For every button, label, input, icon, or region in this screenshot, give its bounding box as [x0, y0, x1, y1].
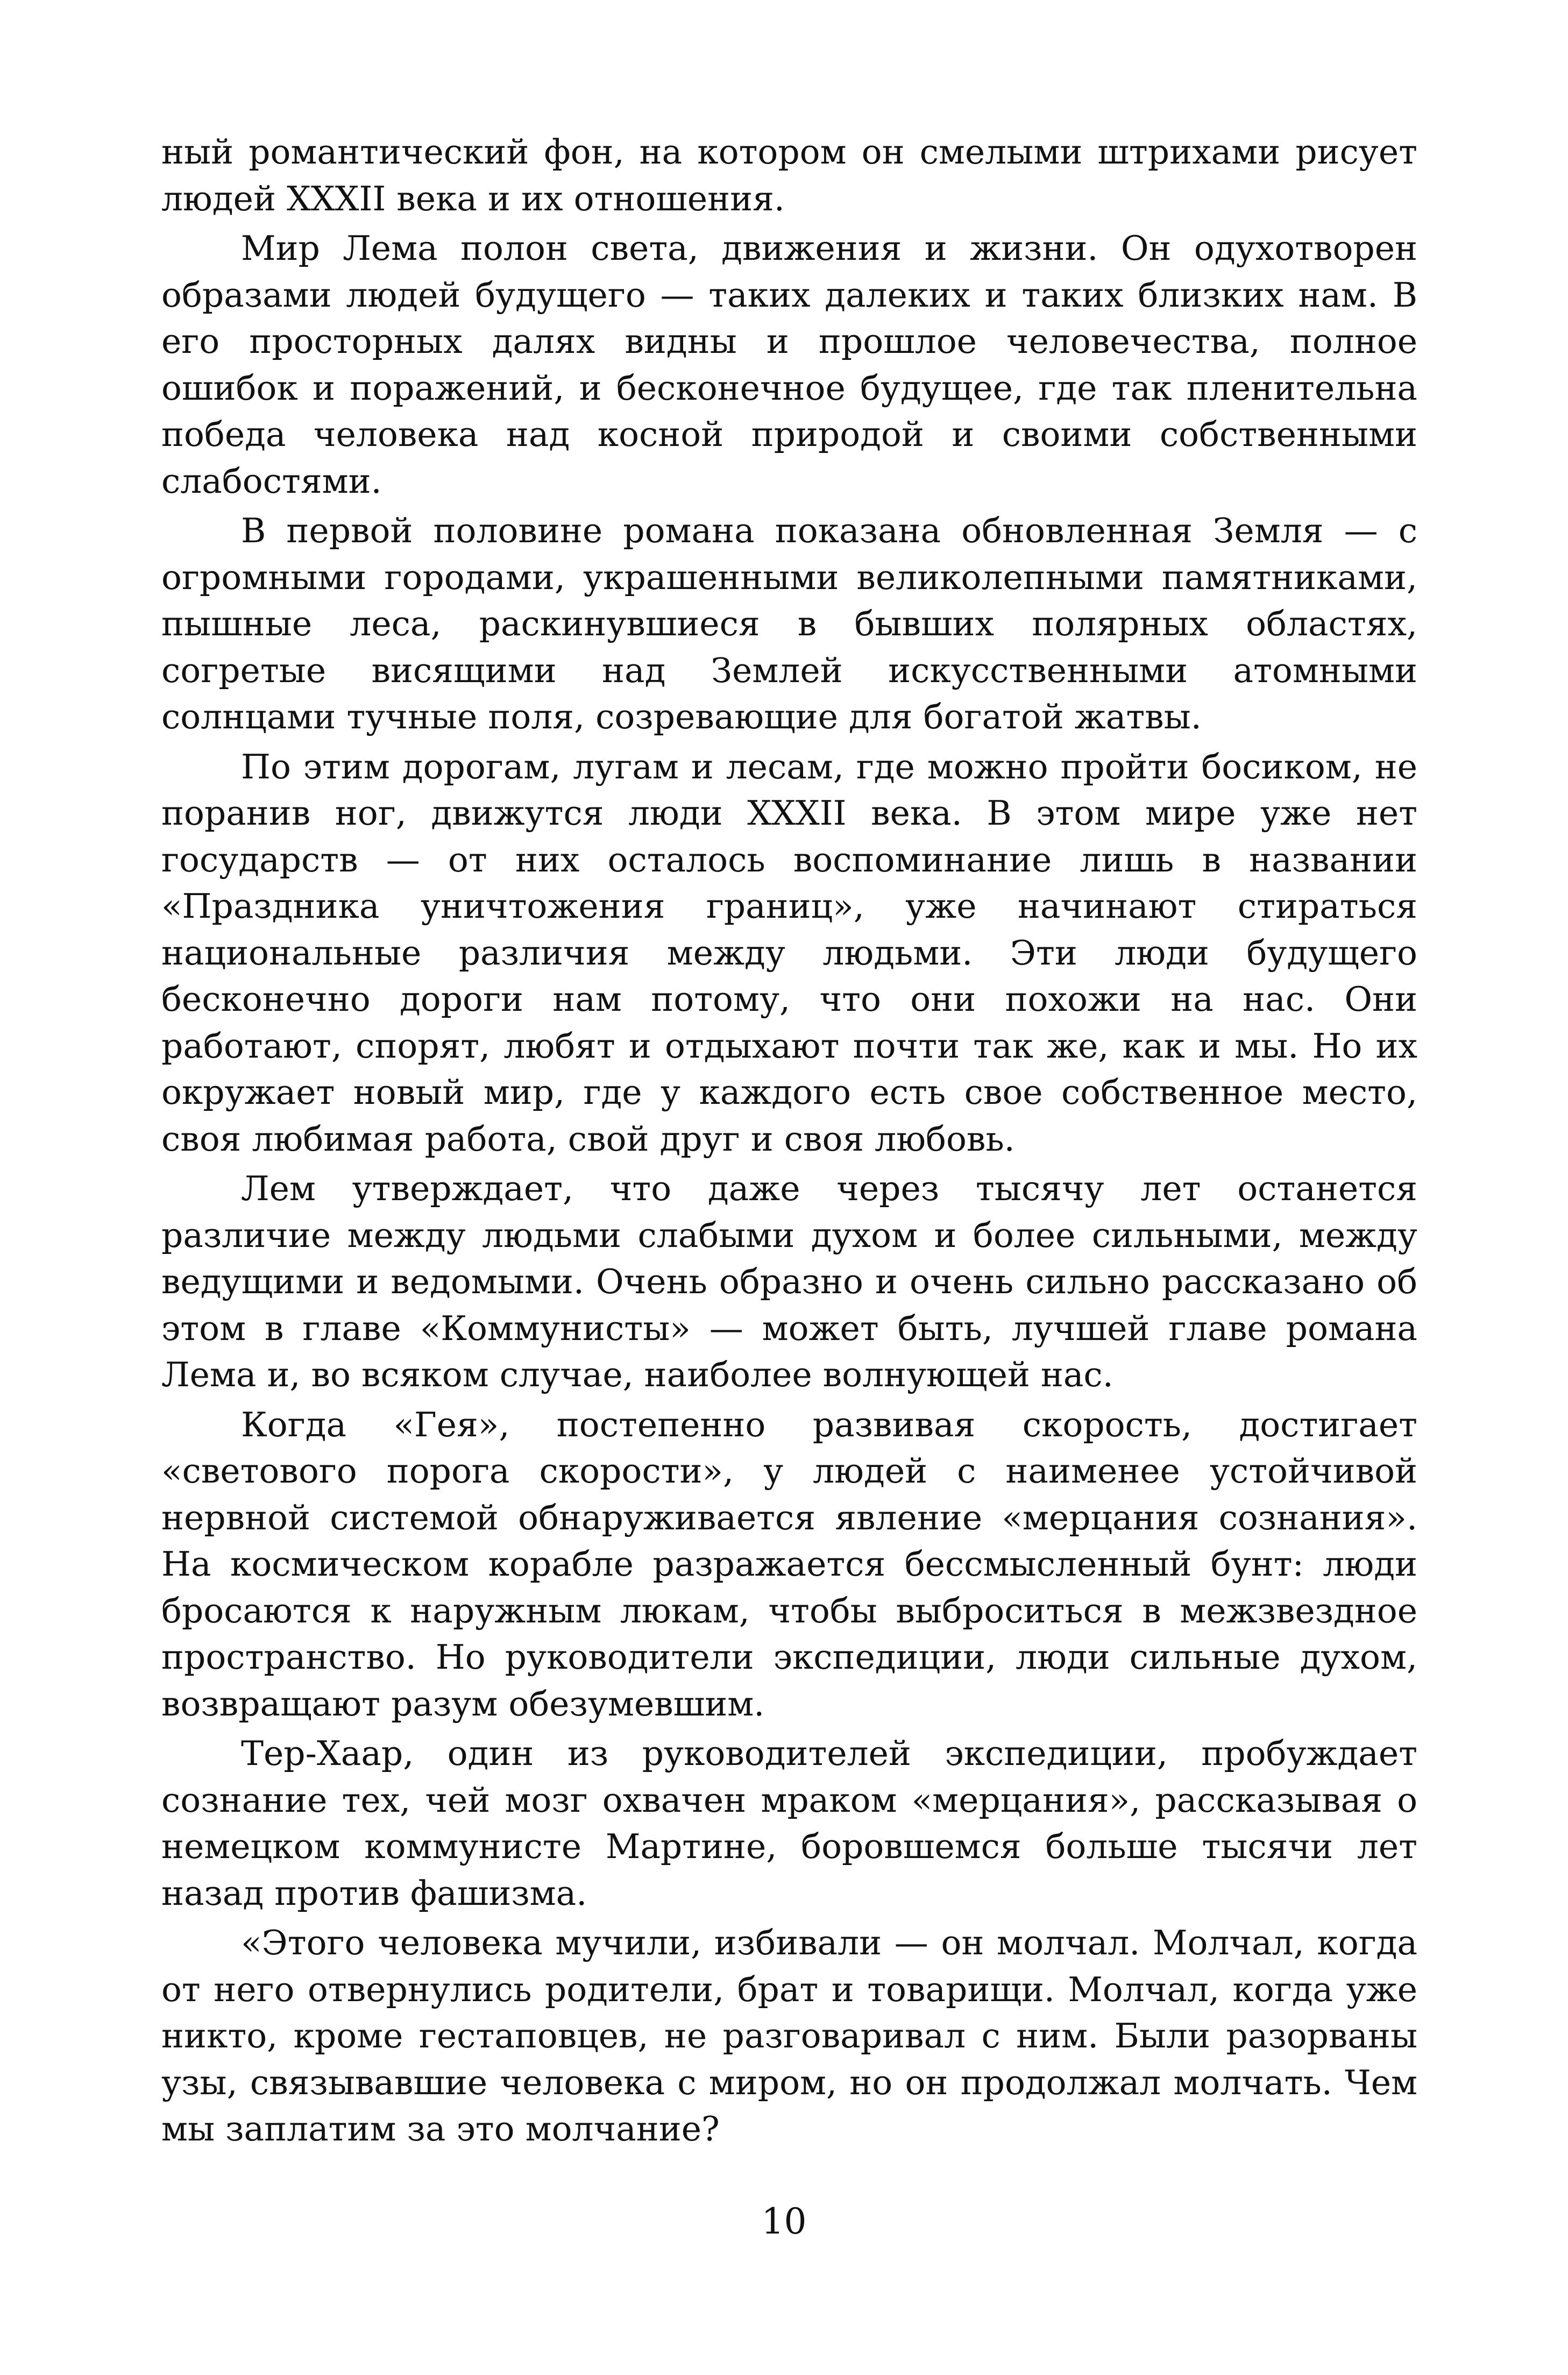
paragraph-lem-world: Мир Лема полон света, движения и жизни. Он одухотворен образами людей будущего — таких далеких и таких близких нам. В его просторных далях видны и прошлое человечества, полное ошибок и поражений, и бесконечное будущее, где так пленительна победа человека над косной природой и своими собственными слабостями.	[161, 229, 1417, 501]
paragraph-people-of-future: По этим дорогам, лугам и лесам, где можно пройти босиком, не поранив ног, движутся люди XXXII века. В этом мире уже нет государств — от них осталось воспоминание лишь в названии «Праздника уничтожения границ», уже начинают стираться национальные различия между людьми. Эти люди будущего бесконечно дороги нам потому, что они похожи на нас. Они работают, спорят, любят и отдыхают почти так же, как и мы. Но их окружает новый мир, где у каждого есть свое собственное место, своя любимая работа, свой друг и своя любовь.	[161, 747, 1417, 1159]
paragraph-lem-claims: Лем утверждает, что даже через тысячу лет останется различие между людьми слабыми духом и более сильными, между ведущими и ведомыми. Очень образно и очень сильно рассказано об этом в главе «Коммунисты» — может быть, лучшей главе романа Лема и, во всяком случае, наиболее волнующей нас.	[161, 1169, 1417, 1394]
paragraph-renewed-earth: В первой половине романа показана обновленная Земля — с огромными городами, украшенными великолепными памятниками, пышные леса, раскинувшиеся в бывших полярных областях, согретые висящими над Землей искусственными атомными солнцами тучные поля, созревающие для богатой жатвы.	[161, 511, 1417, 736]
book-page-text	[161, 129, 1417, 2153]
page-number: 10	[761, 2201, 807, 2242]
paragraph-gaia-speed: Когда «Гея», постепенно развивая скорость, достигает «светового порога скорости», у людей с наименее устойчивой нервной системой обнаруживается явление «мерцания сознания». На космическом корабле разражается бессмысленный бунт: люди бросаются к наружным люкам, чтобы выброситься в межзвездное пространство. Но руководители экспедиции, люди сильные духом, возвращают разум обезумевшим.	[161, 1405, 1417, 1724]
paragraph-ter-haar: Тер-Хаар, один из руководителей экспедиции, пробуждает сознание тех, чей мозг охвачен мраком «мерцания», рассказывая о немецком коммунисте Мартине, боровшемся больше тысячи лет назад против фашизма.	[161, 1734, 1417, 1913]
paragraph-continuation: ный романтический фон, на котором он смелыми штрихами рисует людей XXXII века и их отношения.	[161, 132, 1417, 218]
paragraph-quote-martin: «Этого человека мучили, избивали — он молчал. Молчал, когда от него отвернулись родители, брат и товарищи. Молчал, когда уже никто, кроме гестаповцев, не разговаривал с ним. Были разорваны узы, связывавшие человека с миром, но он продолжал молчать. Чем мы заплатим за это молчание?	[161, 1923, 1417, 2149]
